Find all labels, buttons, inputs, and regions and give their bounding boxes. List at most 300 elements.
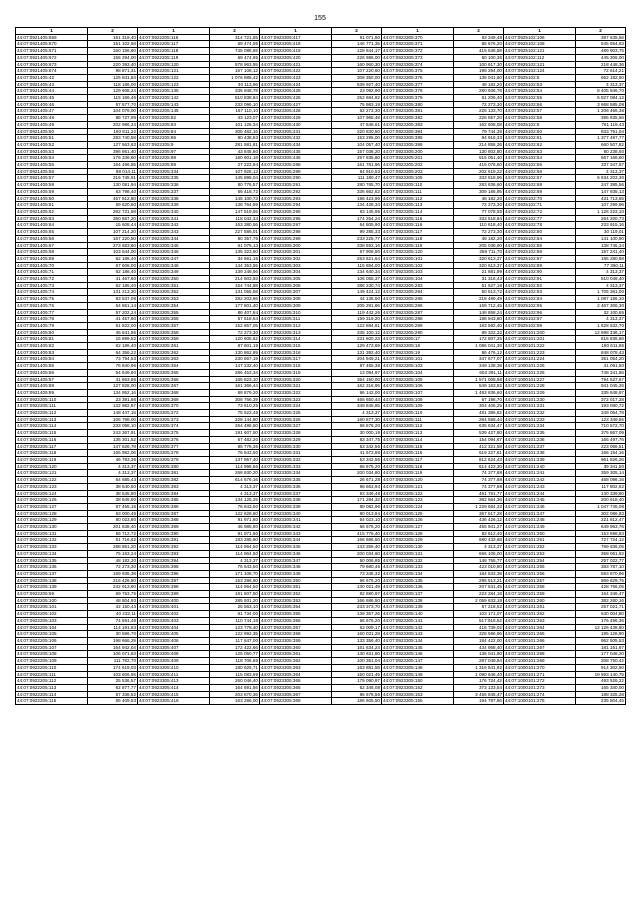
cadastral-number-cell: 44:07:0923305:380 xyxy=(382,101,454,108)
cadastral-value-cell: 107 926,13 xyxy=(210,168,260,175)
cadastral-value-cell: 125 841,84 xyxy=(88,74,138,81)
cadastral-value-cell: 243 367,91 xyxy=(88,430,138,437)
cadastral-number-cell: 44:07:0923305:421 xyxy=(260,61,332,68)
cadastral-value-cell: 122 992,35 xyxy=(210,631,260,638)
cadastral-number-cell: 44:07:0923305:106 xyxy=(382,383,454,390)
cadastral-value-cell: 25 536,57 xyxy=(88,678,138,685)
cadastral-number-cell: 44:07:0921405:50 xyxy=(16,128,88,135)
cadastral-number-cell: 44:07:0925102:6 xyxy=(504,121,576,128)
cadastral-value-cell: 262 721,58 xyxy=(88,208,138,215)
cadastral-number-cell: 44:07:0923305:307 xyxy=(260,289,332,296)
cadastral-number-cell: 44:07:0921405:67 xyxy=(16,242,88,249)
cadastral-value-cell: 593 670,96 xyxy=(576,570,626,577)
cadastral-number-cell: 44:07:0923305:356 xyxy=(138,316,210,323)
cadastral-number-cell: 44:07:1000101:239 xyxy=(504,457,576,464)
cadastral-number-cell: 44:07:0925102:67 xyxy=(504,175,576,182)
cadastral-value-cell: 130 862,89 xyxy=(210,349,260,356)
cadastral-number-cell: 44:07:0923305:422 xyxy=(260,68,332,75)
cadastral-number-cell: 44:07:0923305:310 xyxy=(260,309,332,316)
cadastral-number-cell: 44:07:0923305:113 xyxy=(382,202,454,209)
cadastral-value-cell: 188 325,28 xyxy=(576,691,626,698)
table-row xyxy=(16,302,626,309)
table-row xyxy=(16,624,626,631)
cadastral-value-cell: 128 844,17 xyxy=(332,48,382,55)
cadastral-number-cell: 44:07:0922205:109 xyxy=(16,658,88,665)
cadastral-value-cell: 350 557,20 xyxy=(88,215,138,222)
cadastral-number-cell: 44:07:0923305:203 xyxy=(382,168,454,175)
cadastral-value-cell: 115 166,46 xyxy=(88,95,138,102)
cadastral-number-cell: 44:07:1000101:273 xyxy=(504,684,576,691)
table-row xyxy=(16,604,626,611)
cadastral-value-cell: 257 022,77 xyxy=(576,557,626,564)
cadastral-value-cell: 127 563,63 xyxy=(88,141,138,148)
cadastral-number-cell: 44:07:0923305:371 xyxy=(382,41,454,48)
cadastral-value-cell: 131 055,58 xyxy=(210,289,260,296)
cadastral-number-cell: 44:07:0923305:133 xyxy=(382,564,454,571)
cadastral-value-cell: 61 075,13 xyxy=(210,242,260,249)
cadastral-value-cell: 74 377,88 xyxy=(454,483,504,490)
cadastral-value-cell: 48 804,93 xyxy=(88,597,138,604)
cadastral-value-cell: 46 783,36 xyxy=(88,457,138,464)
cadastral-number-cell: 44:07:0923305:425 xyxy=(260,88,332,95)
cadastral-number-cell: 44:07:0922205:123 xyxy=(16,483,88,490)
cadastral-number-cell: 44:07:0921405:51 xyxy=(16,135,88,142)
cadastral-number-cell: 44:07:0923305:325 xyxy=(260,410,332,417)
cadastral-value-cell: 174 619,03 xyxy=(88,664,138,671)
cadastral-number-cell: 44:07:1000101:261 xyxy=(504,604,576,611)
cadastral-number-cell: 44:07:0923305:139 xyxy=(382,604,454,611)
cadastral-number-cell: 44:07:0925102:87 xyxy=(504,255,576,262)
cadastral-number-cell: 44:07:0921405:48 xyxy=(16,115,88,122)
cadastral-value-cell: 431 713,65 xyxy=(576,195,626,202)
cadastral-number-cell: 44:07:0925102:121 xyxy=(504,48,576,55)
cadastral-number-cell: 44:07:0923305:115 xyxy=(382,443,454,450)
cadastral-number-cell: 44:07:0922205:107 xyxy=(16,644,88,651)
cadastral-value-cell: 214 856,36 xyxy=(454,141,504,148)
cadastral-value-cell: 198 666,29 xyxy=(88,637,138,644)
cadastral-value-cell: 114 996,56 xyxy=(210,463,260,470)
table-row xyxy=(16,175,626,182)
cadastral-number-cell: 44:07:0921405:64 xyxy=(16,222,88,229)
cadastral-number-cell: 44:07:0923305:107 xyxy=(382,389,454,396)
cadastral-number-cell: 44:07:0922205:97 xyxy=(138,148,210,155)
cadastral-number-cell: 44:07:0923305:339 xyxy=(138,202,210,209)
cadastral-number-cell: 44:07:0922205:115 xyxy=(16,698,88,705)
column-header: 1 xyxy=(260,28,332,35)
cadastral-value-cell: 50 513,72 xyxy=(454,289,504,296)
cadastral-value-cell: 4 313,37 xyxy=(210,490,260,497)
cadastral-value-cell: 283 836,60 xyxy=(454,182,504,189)
cadastral-number-cell: 44:07:0923305:326 xyxy=(260,416,332,423)
cadastral-number-cell: 44:07:0922205:137 xyxy=(16,570,88,577)
cadastral-value-cell: 415 076,60 xyxy=(454,162,504,169)
cadastral-value-cell: 1 229 584,32 xyxy=(454,503,504,510)
cadastral-number-cell: 44:07:0921405:81 xyxy=(16,336,88,343)
cadastral-number-cell: 44:07:0923305:136 xyxy=(382,584,454,591)
cadastral-value-cell: 65 409,53 xyxy=(88,698,138,705)
cadastral-number-cell: 44:07:0923305:355 xyxy=(138,309,210,316)
cadastral-number-cell: 44:07:0922205:84 xyxy=(138,128,210,135)
cadastral-value-cell: 80 013,84 xyxy=(332,510,382,517)
table-row xyxy=(16,664,626,671)
cadastral-value-cell: 73 794,53 xyxy=(88,356,138,363)
cadastral-number-cell: 44:07:0925102:84 xyxy=(504,235,576,242)
cadastral-value-cell: 179 090,97 xyxy=(332,678,382,685)
table-row xyxy=(16,544,626,551)
cadastral-value-cell: 88 727,98 xyxy=(88,115,138,122)
cadastral-value-cell: 74 377,88 xyxy=(454,477,504,484)
table-row xyxy=(16,684,626,691)
cadastral-number-cell: 44:07:0923305:346 xyxy=(138,249,210,256)
cadastral-value-cell: 117 802,62 xyxy=(576,483,626,490)
cadastral-number-cell: 44:07:1000101:247 xyxy=(504,510,576,517)
cadastral-value-cell: 1 571 008,98 xyxy=(454,376,504,383)
cadastral-number-cell: 44:07:0922205:115 xyxy=(16,430,88,437)
cadastral-number-cell: 44:07:0921405:77 xyxy=(16,309,88,316)
cadastral-value-cell: 144 353,55 xyxy=(210,262,260,269)
cadastral-number-cell: 44:07:1000101:249 xyxy=(504,524,576,531)
cadastral-value-cell: 184 533,38 xyxy=(454,570,504,577)
cadastral-value-cell: 44 135,50 xyxy=(332,296,382,303)
cadastral-value-cell: 434 868,40 xyxy=(454,644,504,651)
cadastral-value-cell: 84 910,53 xyxy=(332,168,382,175)
cadastral-value-cell: 367 617,28 xyxy=(454,510,504,517)
cadastral-number-cell: 44:07:0923305:110 xyxy=(382,410,454,417)
cadastral-value-cell: 335 948,78 xyxy=(210,88,260,95)
cadastral-number-cell: 44:07:0923305:149 xyxy=(382,671,454,678)
cadastral-value-cell: 233 098,10 xyxy=(88,423,138,430)
cadastral-number-cell: 44:07:0923305:19 xyxy=(382,349,454,356)
cadastral-number-cell: 44:07:1000101:258 xyxy=(504,584,576,591)
cadastral-value-cell: 172 807,25 xyxy=(454,336,504,343)
cadastral-number-cell: 44:07:0923305:402 xyxy=(138,611,210,618)
cadastral-number-cell: 44:07:0922205:145 xyxy=(138,108,210,115)
cadastral-value-cell: 125 050,77 xyxy=(210,651,260,658)
cadastral-value-cell: 130 802,80 xyxy=(454,148,504,155)
cadastral-number-cell: 44:07:0923305:340 xyxy=(260,510,332,517)
cadastral-number-cell: 44:07:0923305:124 xyxy=(382,503,454,510)
cadastral-value-cell: 64 805,90 xyxy=(332,222,382,229)
cadastral-value-cell: 280 765,70 xyxy=(332,182,382,189)
cadastral-value-cell: 761 119,43 xyxy=(576,121,626,128)
cadastral-number-cell: 44:07:0921405:87 xyxy=(16,376,88,383)
cadastral-number-cell: 44:07:0923305:329 xyxy=(260,436,332,443)
cadastral-number-cell: 44:07:0921405:52 xyxy=(16,141,88,148)
cadastral-value-cell: 207 531,45 xyxy=(454,584,504,591)
cadastral-value-cell: 98 871,31 xyxy=(88,68,138,75)
cadastral-number-cell: 44:07:0923305:350 xyxy=(260,577,332,584)
cadastral-value-cell: 349 054,78 xyxy=(576,410,626,417)
cadastral-value-cell: 468 096,16 xyxy=(576,477,626,484)
table-row xyxy=(16,356,626,363)
cadastral-value-cell: 120 605,62 xyxy=(210,336,260,343)
cadastral-number-cell: 44:07:0923305:103 xyxy=(382,269,454,276)
cadastral-value-cell: 41 673,88 xyxy=(332,450,382,457)
cadastral-number-cell: 44:07:0923305:410 xyxy=(138,664,210,671)
cadastral-number-cell: 44:07:0923305:116 xyxy=(382,222,454,229)
cadastral-value-cell: 218 448,36 xyxy=(576,61,626,68)
cadastral-value-cell: 93 145,95 xyxy=(332,208,382,215)
table-row xyxy=(16,255,626,262)
cadastral-value-cell: 69 474,95 xyxy=(210,41,260,48)
cadastral-value-cell: 75 523,45 xyxy=(210,410,260,417)
cadastral-value-cell: 314 721,55 xyxy=(210,34,260,41)
cadastral-value-cell: 103 171,07 xyxy=(454,611,504,618)
table-row xyxy=(16,74,626,81)
cadastral-value-cell: 164 744,88 xyxy=(210,282,260,289)
table-row xyxy=(16,34,626,41)
cadastral-number-cell: 44:07:0925102:61 xyxy=(504,135,576,142)
cadastral-value-cell: 941 045,26 xyxy=(576,383,626,390)
cadastral-value-cell: 62 273,30 xyxy=(332,108,382,115)
cadastral-value-cell: 38 545,80 xyxy=(88,490,138,497)
table-row xyxy=(16,208,626,215)
cadastral-number-cell: 44:07:0923305:388 xyxy=(138,517,210,524)
cadastral-value-cell: 50 006,85 xyxy=(332,557,382,564)
cadastral-number-cell: 44:07:0923305:306 xyxy=(260,282,332,289)
cadastral-number-cell: 44:07:0925102:97 xyxy=(504,316,576,323)
cadastral-value-cell: 115 854,00 xyxy=(332,262,382,269)
cadastral-number-cell: 44:07:0923305:112 xyxy=(382,423,454,430)
cadastral-number-cell: 44:07:0923305:379 xyxy=(138,457,210,464)
cadastral-value-cell: 1 316 541,92 xyxy=(454,664,504,671)
column-header: 1 xyxy=(382,28,454,35)
cadastral-number-cell: 44:07:0923305:343 xyxy=(138,229,210,236)
cadastral-value-cell: 47 848,61 xyxy=(332,121,382,128)
cadastral-number-cell: 44:07:0921405:55 xyxy=(16,162,88,169)
cadastral-value-cell: 88 014,11 xyxy=(88,168,138,175)
table-row xyxy=(16,195,626,202)
cadastral-number-cell: 44:07:0923305:142 xyxy=(382,624,454,631)
cadastral-number-cell: 44:07:0922205:129 xyxy=(16,517,88,524)
cadastral-number-cell: 44:07:0923305:377 xyxy=(138,443,210,450)
table-row xyxy=(16,369,626,376)
cadastral-number-cell: 44:07:0922205:112 xyxy=(16,410,88,417)
cadastral-number-cell: 44:07:0923305:375 xyxy=(382,68,454,75)
cadastral-number-cell: 44:07:0923305:370 xyxy=(138,403,210,410)
cadastral-number-cell: 44:07:0922205:123 xyxy=(138,81,210,88)
cadastral-value-cell: 134 428,34 xyxy=(332,202,382,209)
table-row xyxy=(16,54,626,61)
cadastral-value-cell: 445 306,00 xyxy=(576,54,626,61)
cadastral-number-cell: 44:07:0923305:383 xyxy=(382,121,454,128)
cadastral-number-cell: 44:07:1000101:236 xyxy=(504,436,576,443)
cadastral-value-cell: 30 596,70 xyxy=(88,631,138,638)
cadastral-value-cell: 200 618,40 xyxy=(576,497,626,504)
cadastral-number-cell: 44:07:0921405:46 xyxy=(16,101,88,108)
cadastral-number-cell: 44:07:0923305:295 xyxy=(260,208,332,215)
cadastral-value-cell: 48 182,20 xyxy=(454,235,504,242)
cadastral-number-cell: 44:07:0923305:153 xyxy=(382,691,454,698)
cadastral-value-cell: 86 476,12 xyxy=(454,349,504,356)
cadastral-number-cell: 44:07:0925102:78 xyxy=(504,222,576,229)
cadastral-value-cell: 961 526,26 xyxy=(576,457,626,464)
cadastral-value-cell: 226 133,70 xyxy=(454,108,504,115)
cadastral-number-cell: 44:07:0921405:672 xyxy=(16,54,88,61)
cadastral-number-cell: 44:07:1000101:255 xyxy=(504,564,576,571)
cadastral-number-cell: 44:07:0922205:117 xyxy=(138,41,210,48)
cadastral-value-cell: 204 949,21 xyxy=(332,356,382,363)
cadastral-value-cell: 1 086 041,30 xyxy=(454,343,504,350)
cadastral-value-cell: 227 586,01 xyxy=(210,229,260,236)
cadastral-value-cell: 273 683,60 xyxy=(88,242,138,249)
cadastral-value-cell: 748 341,86 xyxy=(576,369,626,376)
cadastral-value-cell: 4 313,37 xyxy=(576,269,626,276)
cadastral-number-cell: 44:07:1000101:244 xyxy=(504,490,576,497)
table-row xyxy=(16,276,626,283)
cadastral-number-cell: 44:07:0923305:354 xyxy=(260,604,332,611)
cadastral-value-cell: 962 505,53 xyxy=(576,637,626,644)
cadastral-value-cell: 136 041,60 xyxy=(454,74,504,81)
cadastral-number-cell: 44:07:0925102:93 xyxy=(504,289,576,296)
cadastral-value-cell: 106 788,00 xyxy=(88,416,138,423)
cadastral-value-cell: 171 108,70 xyxy=(210,570,260,577)
cadastral-number-cell: 44:07:0923305:111 xyxy=(382,416,454,423)
cadastral-number-cell: 44:07:0923305:389 xyxy=(138,524,210,531)
cadastral-value-cell: 161 781,96 xyxy=(332,162,382,169)
cadastral-number-cell: 44:07:1000101:248 xyxy=(504,517,576,524)
cadastral-number-cell: 44:07:1000101:275 xyxy=(504,698,576,705)
cadastral-number-cell: 44:07:0922205:99 xyxy=(138,162,210,169)
cadastral-number-cell: 44:07:0923305:430 xyxy=(260,121,332,128)
cadastral-number-cell: 44:07:0923305:349 xyxy=(260,570,332,577)
table-row xyxy=(16,416,626,423)
cadastral-number-cell: 44:07:0923305:290 xyxy=(382,329,454,336)
cadastral-number-cell: 44:07:0923305:299 xyxy=(260,235,332,242)
table-row xyxy=(16,128,626,135)
cadastral-value-cell: 90 438,63 xyxy=(210,135,260,142)
cadastral-value-cell: 233 225,77 xyxy=(332,235,382,242)
cadastral-number-cell: 44:07:0921405:59 xyxy=(16,188,88,195)
table-row xyxy=(16,108,626,115)
cadastral-value-cell: 220 393,40 xyxy=(88,61,138,68)
cadastral-value-cell: 106 055,37 xyxy=(332,276,382,283)
cadastral-number-cell: 44:07:1000101:257 xyxy=(504,577,576,584)
cadastral-value-cell: 118 186,00 xyxy=(88,81,138,88)
cadastral-value-cell: 259 711,70 xyxy=(454,249,504,256)
cadastral-value-cell: 1 208 466,36 xyxy=(576,108,626,115)
cadastral-number-cell: 44:07:0923305:129 xyxy=(382,537,454,544)
cadastral-number-cell: 44:07:0922205:83 xyxy=(138,121,210,128)
page-number: 155 xyxy=(314,15,326,22)
cadastral-value-cell: 41 457,60 xyxy=(88,316,138,323)
cadastral-number-cell: 44:07:0923305:383 xyxy=(138,483,210,490)
table-row xyxy=(16,637,626,644)
cadastral-number-cell: 44:07:0925102:88 xyxy=(504,262,576,269)
cadastral-number-cell: 44:07:0923305:150 xyxy=(382,678,454,685)
cadastral-value-cell: 27 222,94 xyxy=(210,162,260,169)
cadastral-number-cell: 44:07:0923305:417 xyxy=(260,34,332,41)
cadastral-value-cell: 368 061,62 xyxy=(576,550,626,557)
table-row xyxy=(16,121,626,128)
cadastral-value-cell: 337 347,67 xyxy=(576,162,626,169)
cadastral-value-cell: 489 903,75 xyxy=(576,48,626,55)
cadastral-number-cell: 44:07:1000101:224 xyxy=(504,356,576,363)
cadastral-value-cell: 375 867,09 xyxy=(576,430,626,437)
cadastral-value-cell: 160 877,30 xyxy=(332,416,382,423)
cadastral-number-cell: 44:07:0923305:376 xyxy=(382,74,454,81)
cadastral-value-cell: 163 681,58 xyxy=(332,664,382,671)
column-header: 1 xyxy=(138,28,210,35)
cadastral-value-cell: 649 953,76 xyxy=(576,524,626,531)
table-row xyxy=(16,135,626,142)
cadastral-value-cell: 82 680,97 xyxy=(332,591,382,598)
cadastral-number-cell: 44:07:0921405:84 xyxy=(16,356,88,363)
cadastral-number-cell: 44:07:0923305:363 xyxy=(260,664,332,671)
cadastral-number-cell: 44:07:0923305:289 xyxy=(382,322,454,329)
table-row xyxy=(16,510,626,517)
table-row xyxy=(16,584,626,591)
cadastral-value-cell: 165 982,06 xyxy=(88,450,138,457)
cadastral-value-cell: 164 942,04 xyxy=(88,644,138,651)
cadastral-number-cell: 44:07:0923305:413 xyxy=(138,678,210,685)
table-row xyxy=(16,101,626,108)
cadastral-value-cell: 203 870,36 xyxy=(210,691,260,698)
cadastral-number-cell: 44:07:0923305:352 xyxy=(260,591,332,598)
cadastral-number-cell: 44:07:0923305:319 xyxy=(260,369,332,376)
cadastral-value-cell: 308 766,39 xyxy=(210,396,260,403)
cadastral-number-cell: 44:07:0923305:363 xyxy=(138,356,210,363)
cadastral-number-cell: 44:07:0922205:86 xyxy=(138,135,210,142)
cadastral-number-cell: 44:07:0921405:70 xyxy=(16,262,88,269)
cadastral-number-cell: 44:07:0922205:120 xyxy=(138,61,210,68)
cadastral-value-cell: 48 182,20 xyxy=(88,557,138,564)
cadastral-number-cell: 44:07:0923305:328 xyxy=(260,430,332,437)
cadastral-number-cell: 44:07:0921405:42 xyxy=(16,74,88,81)
cadastral-number-cell: 44:07:0921405:45 xyxy=(16,95,88,102)
cadastral-value-cell: 680 433,68 xyxy=(454,537,504,544)
cadastral-value-cell: 309 186,95 xyxy=(454,188,504,195)
cadastral-number-cell: 44:07:0923305:375 xyxy=(138,430,210,437)
cadastral-value-cell: 214 603,93 xyxy=(210,276,260,283)
cadastral-value-cell: 165 340,00 xyxy=(576,684,626,691)
cadastral-number-cell: 44:07:1000101:254 xyxy=(504,557,576,564)
cadastral-value-cell: 107 214,20 xyxy=(88,229,138,236)
cadastral-value-cell: 118 706,65 xyxy=(210,658,260,665)
cadastral-value-cell: 539 427,80 xyxy=(454,430,504,437)
cadastral-number-cell: 44:07:0921405:60 xyxy=(16,195,88,202)
cadastral-value-cell: 789 936,05 xyxy=(576,544,626,551)
cadastral-value-cell: 295 513,21 xyxy=(454,577,504,584)
cadastral-value-cell: 137 957,40 xyxy=(210,457,260,464)
cadastral-number-cell: 44:07:0921405:670 xyxy=(16,41,88,48)
cadastral-number-cell: 44:07:0923305:126 xyxy=(382,517,454,524)
cadastral-number-cell: 44:07:0921405:82 xyxy=(16,343,88,350)
cadastral-number-cell: 44:07:1000101:243 xyxy=(504,483,576,490)
cadastral-value-cell: 87 601,19 xyxy=(210,343,260,350)
table-row xyxy=(16,631,626,638)
cadastral-value-cell: 186 605,50 xyxy=(332,698,382,705)
cadastral-number-cell: 44:07:0922205:133 xyxy=(16,544,88,551)
cadastral-value-cell: 567 166,60 xyxy=(576,155,626,162)
cadastral-number-cell: 44:07:0923305:382 xyxy=(382,115,454,122)
cadastral-number-cell: 44:07:0923305:404 xyxy=(138,624,210,631)
cadastral-value-cell: 129 473,69 xyxy=(332,343,382,350)
cadastral-number-cell: 44:07:0923305:349 xyxy=(138,269,210,276)
cadastral-value-cell: 41 663,86 xyxy=(88,376,138,383)
cadastral-value-cell: 133 356,40 xyxy=(332,637,382,644)
cadastral-value-cell: 208 750,42 xyxy=(576,658,626,665)
cadastral-number-cell: 44:07:0923305:396 xyxy=(138,570,210,577)
cadastral-number-cell: 44:07:0923305:343 xyxy=(260,530,332,537)
cadastral-value-cell: 147 232,40 xyxy=(210,363,260,370)
cadastral-number-cell: 44:07:0923305:305 xyxy=(260,276,332,283)
cadastral-number-cell: 44:07:0923305:379 xyxy=(382,95,454,102)
cadastral-value-cell: 387 635,56 xyxy=(576,34,626,41)
cadastral-number-cell: 44:07:1000101:227 xyxy=(504,376,576,383)
cadastral-value-cell: 428 766,05 xyxy=(576,584,626,591)
cadastral-number-cell: 44:07:0925102:5 xyxy=(504,74,576,81)
